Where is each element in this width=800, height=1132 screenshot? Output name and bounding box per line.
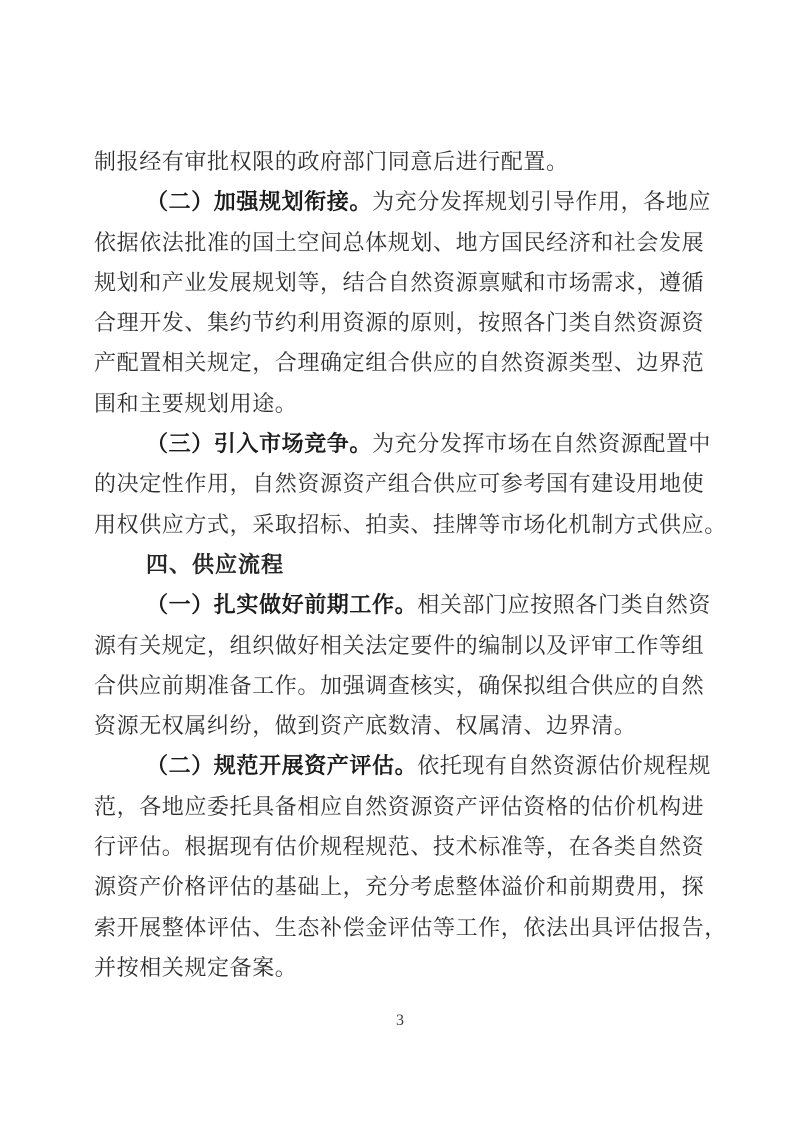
text-line	[94, 263, 710, 303]
paragraph-lead: （一）扎实做好前期工作。	[146, 592, 418, 618]
line-text: 为充分发挥规划引导作用，各地应	[372, 189, 712, 215]
line-text: 为充分发挥市场在自然资源配置中	[372, 431, 712, 457]
line-text: 并按相关规定备案。	[94, 954, 298, 980]
text-line	[94, 827, 710, 867]
text-line	[94, 303, 710, 343]
line-text: 行评估。根据现有估价规程规范、技术标准等，在各类自然资	[94, 834, 705, 860]
line-text: 合理开发、集约节约利用资源的原则，按照各门类自然资源资	[94, 310, 705, 336]
paragraph-lead: （二）规范开展资产评估。	[146, 753, 418, 779]
text-line	[94, 908, 727, 948]
text-line	[94, 223, 710, 263]
line-text: 范，各地应委托具备相应自然资源资产评估资格的估价机构进	[94, 793, 705, 819]
line-text: 索开展整体评估、生态补偿金评估等工作，依法出具评估报告，	[94, 914, 727, 940]
section-heading-text: 四、供应流程	[146, 551, 285, 577]
text-line	[94, 948, 710, 988]
line-text: 规划和产业发展规划等，结合自然资源禀赋和市场需求，遵循	[94, 269, 705, 295]
text-line	[94, 666, 710, 706]
text-line	[94, 505, 727, 545]
paragraph-start-line	[94, 424, 710, 464]
paragraph-lead: （二）加强规划衔接。	[146, 189, 373, 215]
text-line	[94, 384, 710, 424]
paragraph-start-line	[94, 585, 710, 625]
paragraph-start-line	[94, 746, 710, 786]
line-text: 产配置相关规定，合理确定组合供应的自然资源类型、边界范	[94, 350, 705, 376]
line-text: 依托现有自然资源估价规程规	[417, 753, 712, 779]
text-line	[94, 343, 710, 383]
line-text: 的决定性作用，自然资源资产组合供应可参考国有建设用地使	[94, 471, 705, 497]
line-text: 围和主要规划用途。	[94, 390, 298, 416]
section-heading	[94, 545, 710, 585]
paragraph-start-line	[94, 182, 710, 222]
page-number: 3	[396, 1012, 404, 1029]
line-text: 资源无权属纠纷，做到资产底数清、权属清、边界清。	[94, 713, 637, 739]
document-text-block	[94, 142, 727, 988]
text-line	[94, 787, 710, 827]
text-line	[94, 142, 710, 182]
line-text: 源资产价格评估的基础上，充分考虑整体溢价和前期费用，探	[94, 874, 705, 900]
text-line	[94, 464, 710, 504]
line-text: 依据依法批准的国土空间总体规划、地方国民经济和社会发展	[94, 229, 705, 255]
line-text: 相关部门应按照各门类自然资	[417, 592, 712, 618]
line-text: 源有关规定，组织做好相关法定要件的编制以及评审工作等组	[94, 632, 705, 658]
text-line	[94, 706, 710, 746]
text-line	[94, 626, 710, 666]
paragraph-lead: （三）引入市场竞争。	[146, 431, 373, 457]
line-text: 用权供应方式，采取招标、拍卖、挂牌等市场化机制方式供应。	[94, 511, 727, 537]
line-text: 制报经有审批权限的政府部门同意后进行配置。	[94, 149, 569, 174]
text-line	[94, 867, 710, 907]
line-text: 合供应前期准备工作。加强调查核实，确保拟组合供应的自然	[94, 672, 705, 698]
